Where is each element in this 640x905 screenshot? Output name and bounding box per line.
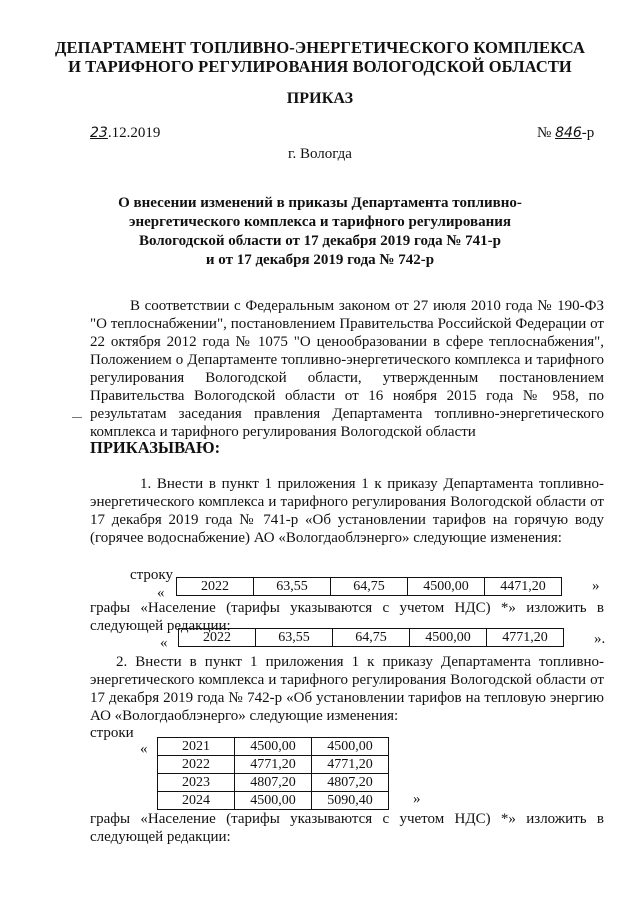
- item1-column-text: графы «Население (тарифы указываются с учетом НДС) *» изложить в следующей редакции:: [90, 600, 604, 634]
- table-cell: 5090,40: [312, 792, 389, 810]
- table-cell: 2022: [179, 629, 256, 647]
- number-sign: №: [537, 125, 552, 141]
- item2-column-text: графы «Население (тарифы указываются с учетом НДС) *» изложить в следующей редакции:: [90, 811, 604, 845]
- item1-close-quote-1: »: [592, 578, 600, 594]
- city: г. Вологда: [288, 146, 352, 162]
- table-row: [158, 756, 389, 774]
- item1-close-quote-2: ».: [594, 631, 606, 647]
- item1-open-quote-2: «: [160, 635, 168, 651]
- item1-old-row-table: [176, 577, 562, 596]
- table-cell: 4771,20: [487, 629, 564, 647]
- table-cell: 4500,00: [235, 792, 312, 810]
- table-row: [158, 774, 389, 792]
- table-cell: 4471,20: [485, 578, 562, 596]
- table-row: [179, 629, 564, 647]
- preamble-paragraph: В соответствии с Федеральным законом от 27 июля 2010 года № 190-ФЗ "О теплоснабжении", постановлением Правительства Российской Федерации от 22 октября 2012 года № 1075 "О ценообразовании в сфере теплоснабжения", Положением о Департаменте топливно-энергетического комплекса и тарифного регулирования Вологодской области, утвержденным постановлением Правительства Вологодской области от 16 ноября 2015 года № 958, по результатам заседания правления Департамента топливно-энергетического комплекса и тарифного регулирования Вологодской области: [90, 298, 604, 440]
- table-cell: 4500,00: [408, 578, 485, 596]
- item1-open-quote-1: «: [157, 585, 165, 601]
- scan-mark: [72, 417, 82, 418]
- document-type: ПРИКАЗ: [286, 90, 354, 107]
- table-cell: 63,55: [254, 578, 331, 596]
- order-word: ПРИКАЗЫВАЮ:: [90, 438, 221, 457]
- subject-line4: и от 17 декабря 2019 года № 742-р: [205, 252, 435, 268]
- subject-line1: О внесении изменений в приказы Департамента топливно-: [118, 195, 522, 211]
- table-cell: 4500,00: [410, 629, 487, 647]
- table-cell: 4771,20: [235, 756, 312, 774]
- item2-rows-label: строки: [90, 725, 134, 741]
- item2-close-quote: »: [413, 791, 421, 807]
- item2-open-quote: «: [140, 741, 148, 757]
- table-cell: 63,55: [256, 629, 333, 647]
- item2-rows-table: [157, 737, 389, 810]
- item1-row-label: строку: [130, 567, 173, 583]
- table-cell: 2022: [177, 578, 254, 596]
- table-cell: 4500,00: [312, 738, 389, 756]
- table-row: [158, 738, 389, 756]
- department-name-line2: И ТАРИФНОГО РЕГУЛИРОВАНИЯ ВОЛОГОДСКОЙ ОБЛАСТИ: [68, 57, 572, 76]
- table-cell: 2023: [158, 774, 235, 792]
- department-name-line1: ДЕПАРТАМЕНТ ТОПЛИВНО-ЭНЕРГЕТИЧЕСКОГО КОМПЛЕКСА: [55, 38, 585, 57]
- date-rest: .12.2019: [107, 125, 161, 141]
- item1-new-row-table: [178, 628, 564, 647]
- table-cell: 64,75: [331, 578, 408, 596]
- table-cell: 2021: [158, 738, 235, 756]
- item2-paragraph: 2. Внести в пункт 1 приложения 1 к приказу Департамента топливно-энергетического комплекса и тарифного регулирования Вологодской области от 17 декабря 2019 года № 742-р «Об установлении тарифов на тепловую энергию АО «Вологдаоблэнерго» следующие изменения:: [90, 654, 604, 724]
- table-cell: 4807,20: [235, 774, 312, 792]
- order-number: [537, 124, 594, 142]
- table-cell: 2022: [158, 756, 235, 774]
- table-cell: 2024: [158, 792, 235, 810]
- handwritten-day: 23: [90, 125, 108, 141]
- handwritten-number: 846: [555, 125, 582, 141]
- table-cell: 4807,20: [312, 774, 389, 792]
- order-date: [90, 124, 160, 142]
- table-cell: 64,75: [333, 629, 410, 647]
- table-row: [177, 578, 562, 596]
- subject-line3: Вологодской области от 17 декабря 2019 года № 741-р: [138, 233, 502, 249]
- table-row: [158, 792, 389, 810]
- subject-line2: энергетического комплекса и тарифного регулирования: [128, 214, 512, 230]
- table-cell: 4500,00: [235, 738, 312, 756]
- item1-paragraph: 1. Внести в пункт 1 приложения 1 к приказу Департамента топливно-энергетического комплекса и тарифного регулирования Вологодской области от 17 декабря 2019 года № 741-р «Об установлении тарифов на горячую воду (горячее водоснабжение) АО «Вологдаоблэнерго» следующие изменения:: [90, 476, 604, 546]
- table-cell: 4771,20: [312, 756, 389, 774]
- number-suffix: -р: [581, 125, 595, 141]
